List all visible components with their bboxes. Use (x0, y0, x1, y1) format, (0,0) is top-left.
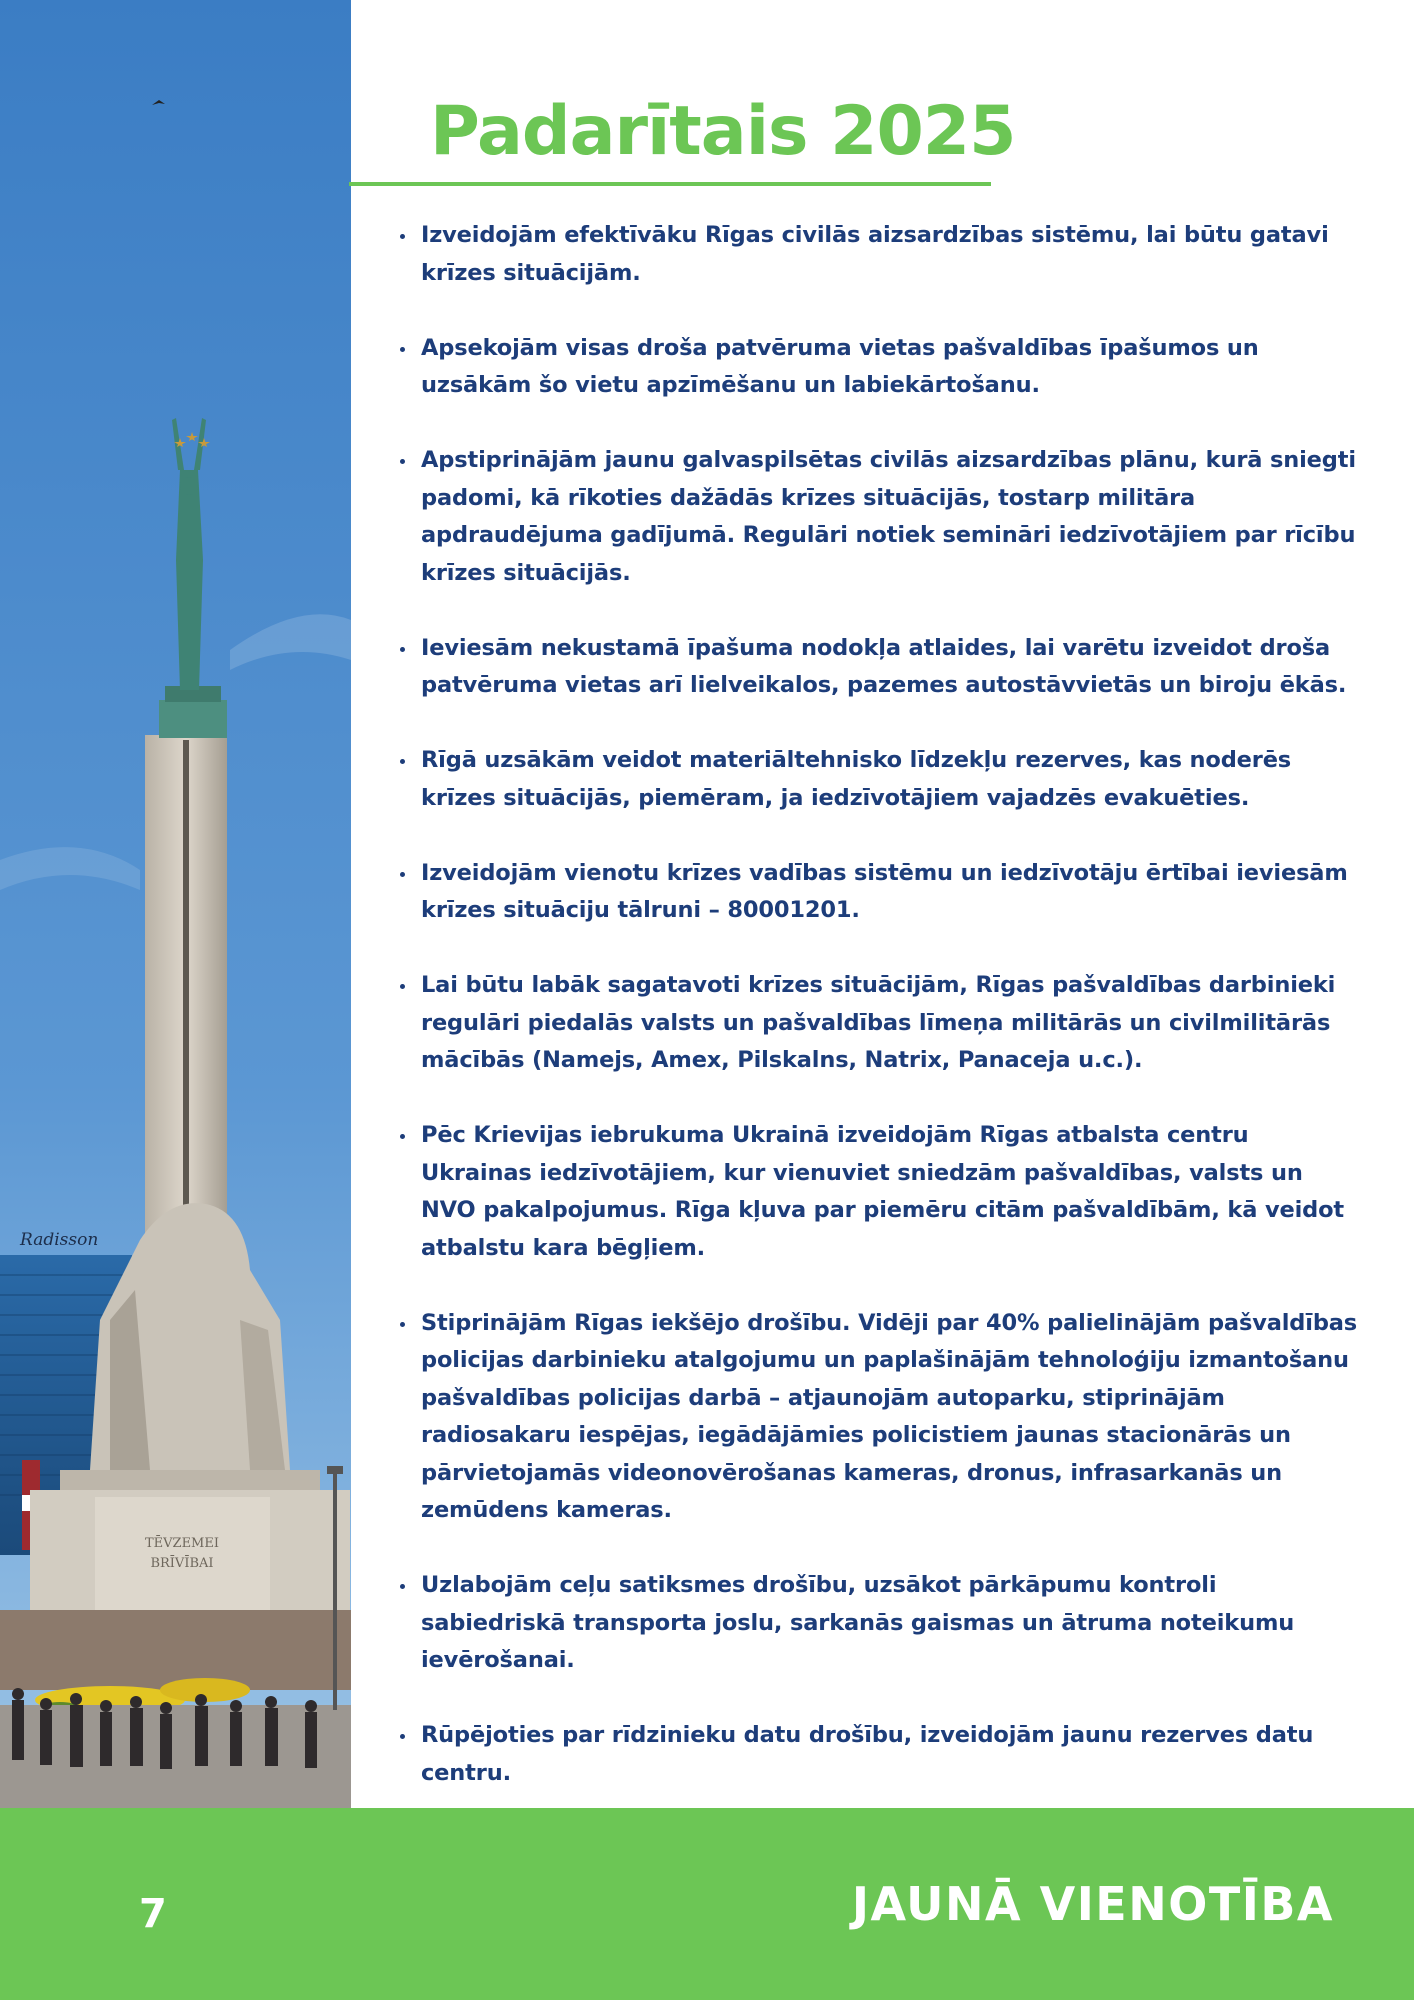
plinth-inscription-line1: TĒVZEMEI (144, 1536, 220, 1551)
list-item: Uzlabojām ceļu satiksmes drošību, uzsākot pārkāpumu kontroli sabiedriskā transporta joslu, sarkanās gaismas un ātruma noteikumu ievērošanai. (400, 1567, 1360, 1680)
list-item: Izveidojām vienotu krīzes vadības sistēmu un iedzīvotāju ērtībai ieviesām krīzes situāciju tālruni – 80001201. (400, 855, 1360, 930)
title-underline (349, 182, 991, 186)
achievements-list (400, 217, 1360, 1830)
hotel-sign: Radisson (20, 1230, 99, 1250)
page-title: Padarītais 2025 (430, 92, 1016, 171)
list-item: Pēc Krievijas iebrukuma Ukrainā izveidojām Rīgas atbalsta centru Ukrainas iedzīvotājiem, kur vienuviet sniedzām pašvaldības, valsts un NVO pakalpojumus. Rīga kļuva par piemēru citām pašvaldībām, kā veidot atbalstu kara bēgļiem. (400, 1117, 1360, 1267)
freedom-monument-photo (0, 0, 351, 1808)
list-item: Lai būtu labāk sagatavoti krīzes situācijām, Rīgas pašvaldības darbinieki regulāri piedalās valsts un pašvaldības līmeņa militārās un civilmilitārās mācībās (Namejs, Amex, Pilskalns, Natrix, Panaceja u.c.). (400, 967, 1360, 1080)
list-item: Stiprinājām Rīgas iekšējo drošību. Vidēji par 40% palielinājām pašvaldības policijas darbinieku atalgojumu un paplašinājām tehnoloģiju izmantošanu pašvaldības policijas darbā – atjaunojām autoparku, stiprinājām radiosakaru iespējas, iegādājāmies policistiem jaunas stacionārās un pārvietojamās videonovērošanas kameras, dronus, infrasarkanās un zemūdens kameras. (400, 1305, 1360, 1530)
list-item: Rīgā uzsākām veidot materiāltehnisko līdzekļu rezerves, kas noderēs krīzes situācijās, piemēram, ja iedzīvotājiem vajadzēs evakuēties. (400, 742, 1360, 817)
list-item: Rūpējoties par rīdzinieku datu drošību, izveidojām jaunu rezerves datu centru. (400, 1717, 1360, 1792)
page-number: 7 (139, 1891, 167, 1937)
list-item: Izveidojām efektīvāku Rīgas civilās aizsardzības sistēmu, lai būtu gatavi krīzes situācijām. (400, 217, 1360, 292)
list-item: Apsekojām visas droša patvēruma vietas pašvaldības īpašumos un uzsākām šo vietu apzīmēšanu un labiekārtošanu. (400, 330, 1360, 405)
list-item: Apstiprinājām jaunu galvaspilsētas civilās aizsardzības plānu, kurā sniegti padomi, kā rīkoties dažādās krīzes situācijās, tostarp militāra apdraudējuma gadījumā. Regulāri notiek semināri iedzīvotājiem par rīcību krīzes situācijās. (400, 442, 1360, 592)
list-item: Ieviesām nekustamā īpašuma nodokļa atlaides, lai varētu izveidot droša patvēruma vietas arī lielveikalos, pazemes autostāvvietās un biroju ēkās. (400, 630, 1360, 705)
party-brand-logo: JAUNĀ VIENOTĪBA (851, 1877, 1334, 1931)
plinth-inscription-line2: BRĪVĪBAI (150, 1556, 214, 1571)
